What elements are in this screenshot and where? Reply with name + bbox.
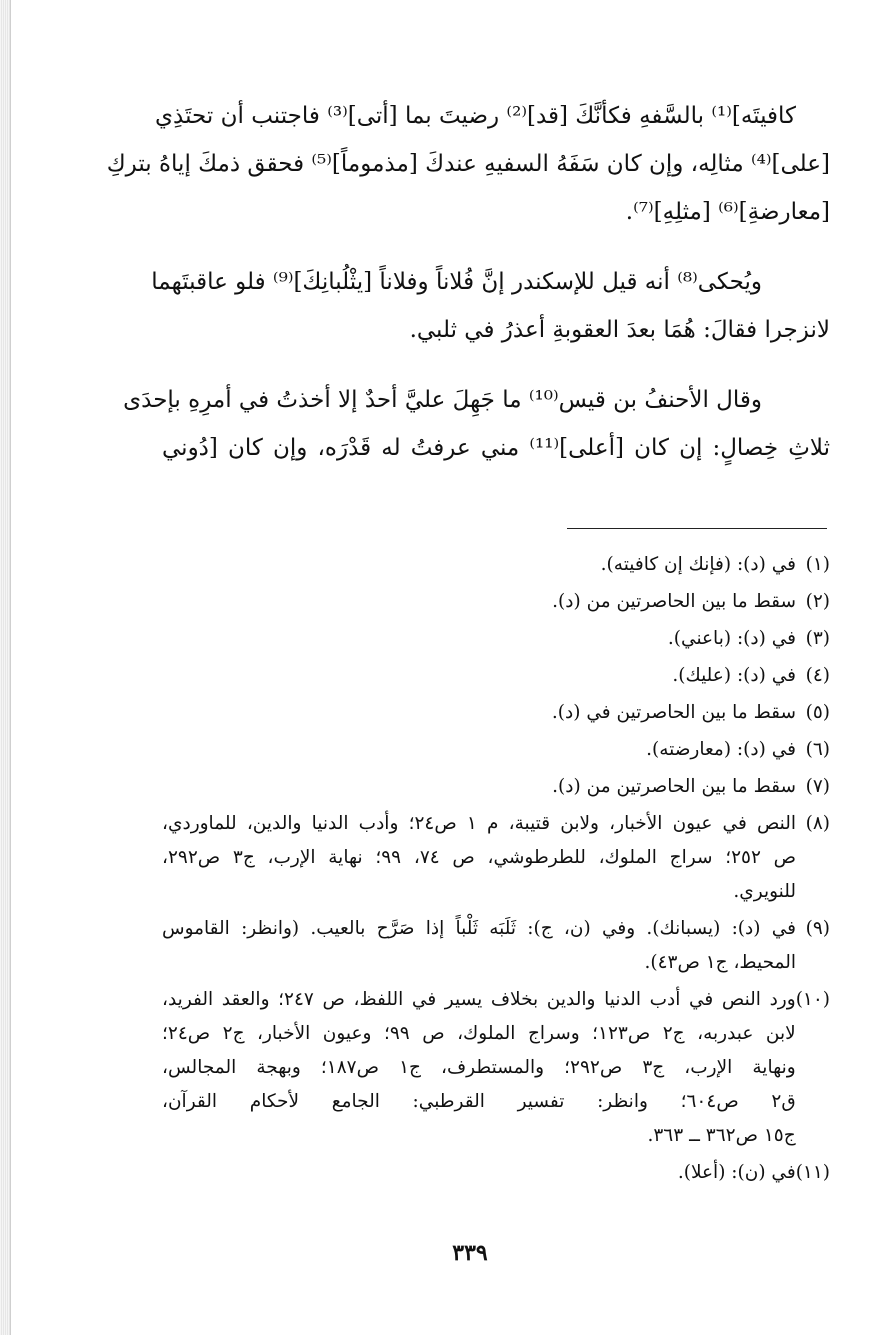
text-line: لانزجرا فقالَ: هُمَا بعدَ العقوبةِ أعذرُ في ثلبي. (409, 317, 830, 343)
footnote-line: سقط ما بين الحاصرتين في (د). (551, 702, 796, 723)
footnote-line: لابن عبدربه، ج٢ ص١٢٣؛ وسراج الملوك، ص ٩٩؛ وعيون الأخبار، ج٢ ص٢٤؛ (162, 1023, 796, 1044)
footnote-3 (162, 622, 830, 656)
footnote-4 (162, 659, 830, 693)
main-text (106, 92, 830, 494)
footnote-line: في (د): (معارضته). (646, 739, 796, 760)
text-line: [معارضةِ]⁽⁶⁾ [مثلِهِ]⁽⁷⁾. (625, 199, 830, 225)
footnote-line: سقط ما بين الحاصرتين من (د). (552, 776, 796, 797)
footnote-line: النص في عيون الأخبار، ولابن قتيبة، م ١ ص٢٤؛ وأدب الدنيا والدين، للماوردي، (162, 813, 796, 834)
paragraph-1 (106, 92, 830, 236)
footnote-line: في (د): (باعني). (667, 628, 796, 649)
footnote-number: (١٠) (795, 989, 830, 1010)
footnote-number: (٦) (805, 739, 830, 760)
text-line: كافيتَه]⁽¹⁾ بالسَّفهِ فكأنَّكَ [قد]⁽²⁾ رضيتَ بما [أتى]⁽³⁾ فاجتنب أن تحتَذِي (155, 103, 796, 129)
footnote-10 (162, 983, 830, 1153)
footnote-8 (162, 807, 830, 909)
footnote-9 (162, 912, 830, 980)
footnote-line: المحيط، ج١ ص٤٣). (644, 952, 796, 973)
text-line: [على]⁽⁴⁾ مثالِه، وإن كان سَفَهُ السفيهِ عندكَ [مذموماً]⁽⁵⁾ فحقق ذمكَ إياهُ بتركِ (106, 151, 830, 177)
footnote-7 (162, 770, 830, 804)
text-line: ويُحكى⁽⁸⁾ أنه قيل للإسكندر إنَّ فُلاناً وفلاناً [يثْلُبانِكَ]⁽⁹⁾ فلو عاقبتَهما (151, 269, 762, 295)
text-line: ثلاثِ خِصالٍ: إن كان [أعلى]⁽¹¹⁾ مني عرفتُ له قَدْرَه، وإن كان [دُوني (162, 435, 830, 461)
footnote-line: ورد النص في أدب الدنيا والدين بخلاف يسير في اللفظ، ص ٢٤٧؛ والعقد الفريد، (162, 989, 796, 1010)
footnote-number: (١١) (795, 1162, 830, 1183)
footnote-line: في (د): (يسبانك). وفي (ن، ج): ثَلَبَه ثَلْباً إذا صَرَّح بالعيب. (وانظر: القاموس (162, 918, 796, 939)
footnote-number: (٩) (805, 918, 830, 939)
scan-gutter-edge (10, 0, 11, 1335)
footnote-number: (٢) (805, 591, 830, 612)
footnote-2 (162, 585, 830, 619)
footnote-line: في (د): (عليك). (672, 665, 796, 686)
footnote-6 (162, 733, 830, 767)
footnote-line: ص ٢٥٢؛ سراج الملوك، للطرطوشي، ص ٧٤، ٩٩؛ نهاية الإرب، ج٣ ص٢٩٢، (162, 847, 797, 868)
footnote-line: في (د): (فإنك إن كافيته). (600, 554, 796, 575)
footnote-number: (٥) (805, 702, 830, 723)
footnote-number: (٧) (805, 776, 830, 797)
paragraph-3 (123, 376, 830, 472)
footnote-5 (162, 696, 830, 730)
footnote-line: في (ن): (أعلا). (677, 1162, 796, 1183)
footnote-number: (٤) (805, 665, 830, 686)
footnotes (162, 548, 830, 1193)
footnote-line: ونهاية الإرب، ج٣ ص٢٩٢؛ والمستطرف، ج١ ص١٨٧؛ وبهجة المجالس، (162, 1057, 796, 1078)
footnote-1 (162, 548, 830, 582)
footnote-number: (١) (805, 554, 830, 575)
footnote-divider (567, 528, 827, 529)
footnote-line: ق٢ ص٦٠٤؛ وانظر: تفسير القرطبي: الجامع لأحكام القرآن، (162, 1091, 796, 1112)
footnote-number: (٣) (805, 628, 830, 649)
footnote-number: (٨) (805, 813, 830, 834)
footnote-line: ج١٥ ص٣٦٢ ــ ٣٦٣. (647, 1125, 796, 1146)
page-number: ٣٣٩ (452, 1240, 488, 1266)
paragraph-2 (151, 258, 830, 354)
text-line: وقال الأحنفُ بن قيس⁽¹⁰⁾ ما جَهِلَ عليَّ أحدٌ إلا أخذتُ في أمرِهِ بإحدَى (123, 387, 762, 413)
footnote-11 (162, 1156, 830, 1190)
footnote-line: للنويري. (733, 881, 796, 902)
footnote-line: سقط ما بين الحاصرتين من (د). (552, 591, 796, 612)
scan-gutter (0, 0, 10, 1335)
